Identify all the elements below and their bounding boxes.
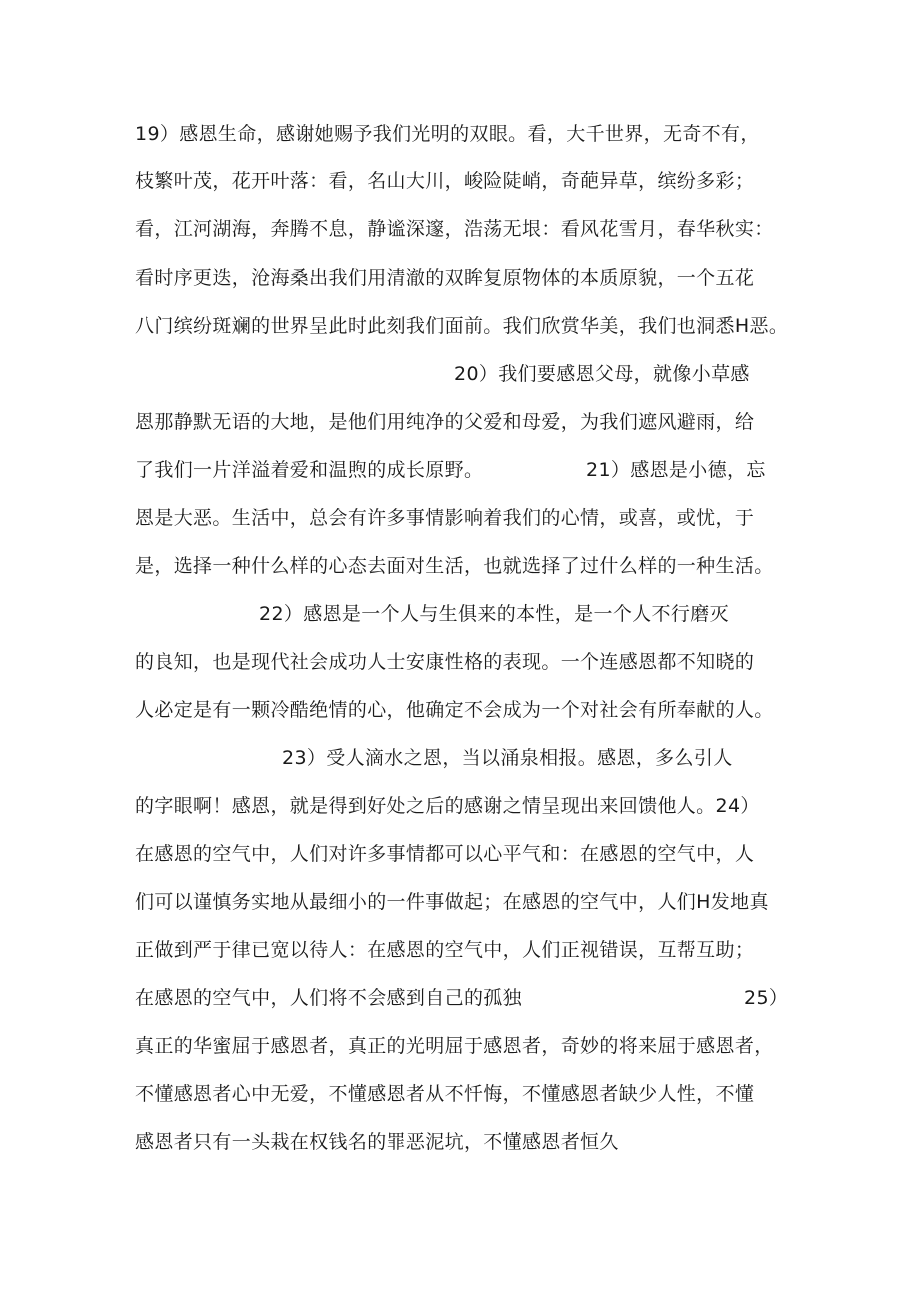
text-line: 23）受人滴水之恩，当以涌泉相报。感恩，多么引人	[282, 747, 733, 769]
text-line: 22）感恩是一个人与生俱来的本性，是一个人不行磨灭	[259, 603, 729, 625]
text-line: 们可以谨慎务实地从最细小的一件事做起；在感恩的空气中，人们H发地真	[135, 891, 769, 913]
text-line: 人必定是有一颗冷酷绝情的心，他确定不会成为一个对社会有所奉献的人。	[135, 699, 774, 721]
text-line: 不懂感恩者心中无爱，不懂感恩者从不忏悔，不懂感恩者缺少人性，不懂	[135, 1083, 755, 1105]
text-line: 在感恩的空气中，人们对许多事情都可以心平气和：在感恩的空气中，人	[135, 843, 755, 865]
text-line: 的良知，也是现代社会成功人士安康性格的表现。一个连感恩都不知晓的	[135, 651, 755, 673]
text-line: 的字眼啊！感恩，就是得到好处之后的感谢之情呈现出来回馈他人。24）	[135, 795, 760, 817]
text-line: 看时序更迭，沧海桑出我们用清澈的双眸复原物体的本质原貌，一个五花	[135, 267, 755, 289]
text-line: 感恩者只有一头栽在权钱名的罪恶泥坑，不懂感恩者恒久	[135, 1131, 619, 1153]
text-line: 25）	[744, 987, 789, 1009]
text-line: 19）感恩生命，感谢她赐予我们光明的双眼。看，大千世界，无奇不有，	[135, 123, 760, 145]
text-line: 20）我们要感恩父母，就像小草感	[454, 363, 750, 385]
text-line: 了我们一片洋溢着爱和温煦的成长原野。	[135, 459, 484, 481]
text-line: 在感恩的空气中，人们将不会感到自己的孤独	[135, 987, 523, 1009]
text-line: 看，江河湖海，奔腾不息，静谧深邃，浩荡无垠：看风花雪月，春华秋实：	[135, 218, 774, 240]
text-line: 是，选择一种什么样的心态去面对生活，也就选择了过什么样的一种生活。	[135, 555, 774, 577]
text-line: 八门缤纷斑斓的世界呈此时此刻我们面前。我们欣赏华美，我们也洞悉H恶。	[135, 315, 789, 337]
text-line: 21）感恩是小德，忘	[586, 459, 766, 481]
text-line: 正做到严于律已宽以待人：在感恩的空气中，人们正视错误，互帮互助；	[135, 939, 755, 961]
text-line: 恩是大恶。生活中，总会有许多事情影响着我们的心情，或喜，或忧，于	[135, 507, 755, 529]
text-line: 枝繁叶茂，花开叶落：看，名山大川，峻险陡峭，奇葩异草，缤纷多彩；	[135, 170, 755, 192]
text-line: 恩那静默无语的大地，是他们用纯净的父爱和母爱，为我们遮风避雨，给	[135, 411, 755, 433]
text-line: 真正的华蜜屈于感恩者，真正的光明屈于感恩者，奇妙的将来屈于感恩者，	[135, 1035, 774, 1057]
